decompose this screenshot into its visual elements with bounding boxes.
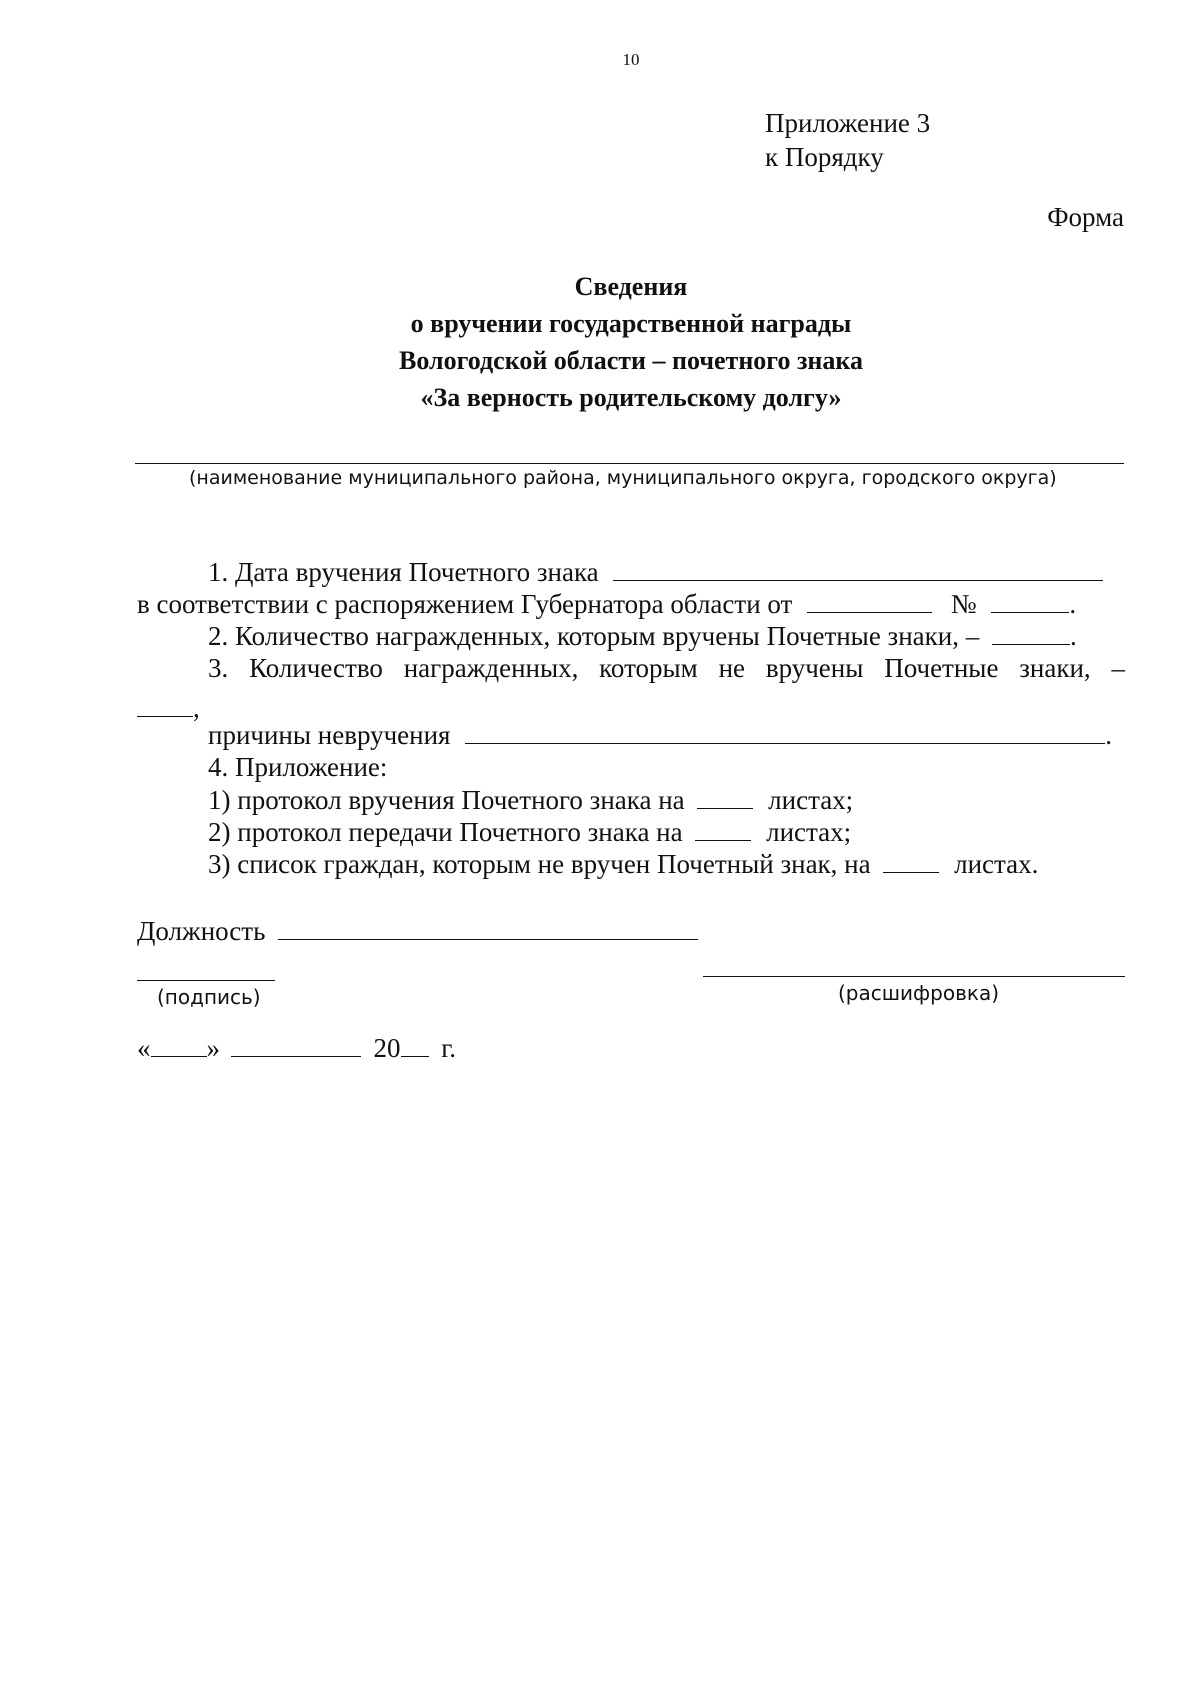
item-3-continued-row: , bbox=[137, 693, 200, 724]
position-field[interactable] bbox=[278, 917, 698, 940]
attachment-1-label: 1) протокол вручения Почетного знака на bbox=[208, 785, 685, 815]
year-prefix: 20 bbox=[373, 1033, 401, 1063]
item-1-label: 1. Дата вручения Почетного знака bbox=[208, 557, 599, 587]
attachment-3-label: 3) список граждан, которым не вручен Почетный знак, на bbox=[208, 849, 871, 879]
position-row bbox=[137, 916, 698, 947]
position-label: Должность bbox=[137, 916, 266, 946]
reasons-row: причины невручения . bbox=[208, 720, 1112, 750]
decoding-line[interactable] bbox=[703, 976, 1125, 977]
title-line-3: Вологодской области – почетного знака bbox=[399, 346, 863, 375]
date-row bbox=[137, 1033, 456, 1064]
title-line-1: Сведения bbox=[574, 272, 688, 301]
attachment-3-sheets-field[interactable] bbox=[883, 850, 939, 873]
appendix-line-2: к Порядку bbox=[765, 142, 884, 172]
title-line-2: о вручении государственной награды bbox=[410, 309, 852, 338]
order-number-field[interactable] bbox=[991, 590, 1069, 613]
signature-line[interactable] bbox=[137, 980, 275, 981]
signature-caption: (подпись) bbox=[157, 985, 261, 1009]
month-field[interactable] bbox=[231, 1034, 361, 1057]
day-field[interactable] bbox=[151, 1034, 207, 1057]
attachment-1-row bbox=[208, 785, 853, 816]
municipality-input-line[interactable] bbox=[135, 463, 1124, 464]
attachment-2-sheets-field[interactable] bbox=[695, 818, 751, 841]
item-1-row bbox=[208, 557, 1103, 588]
item-1-continued-row: в соответствии с распоряжением Губернатора области от № . bbox=[137, 589, 1077, 619]
year-suffix: г. bbox=[441, 1033, 457, 1063]
date-open-quote: « bbox=[137, 1033, 151, 1063]
appendix-reference bbox=[765, 106, 930, 174]
municipality-caption: (наименование муниципального района, муниципального округа, городского округа) bbox=[189, 467, 1057, 489]
item-3-row bbox=[208, 653, 1125, 684]
item-2-label: 2. Количество награжденных, которым вручены Почетные знаки, – bbox=[208, 621, 980, 651]
appendix-line-1: Приложение 3 bbox=[765, 108, 931, 138]
awarded-count-field[interactable] bbox=[992, 622, 1070, 645]
document-title bbox=[0, 268, 1200, 416]
title-line-4: «За верность родительскому долгу» bbox=[420, 383, 842, 412]
page-number: 10 bbox=[622, 50, 640, 69]
attachment-3-sheets: листах. bbox=[954, 849, 1039, 879]
year-field[interactable] bbox=[401, 1034, 429, 1057]
order-date-field[interactable] bbox=[807, 590, 932, 613]
date-close-quote: » bbox=[206, 1033, 220, 1063]
number-sign: № bbox=[950, 589, 977, 619]
non-delivery-reasons-label: причины невручения bbox=[208, 720, 451, 750]
form-label: Форма bbox=[1047, 202, 1124, 232]
attachment-2-label: 2) протокол передачи Почетного знака на bbox=[208, 817, 683, 847]
decoding-caption: (расшифровка) bbox=[838, 981, 1000, 1005]
non-delivery-reasons-field[interactable] bbox=[465, 721, 1105, 744]
attachment-3-row bbox=[208, 849, 1038, 880]
attachment-2-row bbox=[208, 817, 851, 848]
award-date-field[interactable] bbox=[613, 558, 1103, 581]
not-awarded-count-field[interactable] bbox=[137, 694, 193, 717]
attachment-1-sheets-field[interactable] bbox=[697, 786, 753, 809]
item-1-continued-label: в соответствии с распоряжением Губернатора области от bbox=[137, 589, 793, 619]
item-2-row: 2. Количество награжденных, которым вручены Почетные знаки, – . bbox=[208, 621, 1077, 651]
item-3-label: 3. Количество награжденных, которым не вручены Почетные знаки, – bbox=[208, 653, 1125, 683]
attachment-2-sheets: листах; bbox=[766, 817, 852, 847]
item-4-label: 4. Приложение: bbox=[208, 752, 388, 782]
attachment-1-sheets: листах; bbox=[768, 785, 854, 815]
